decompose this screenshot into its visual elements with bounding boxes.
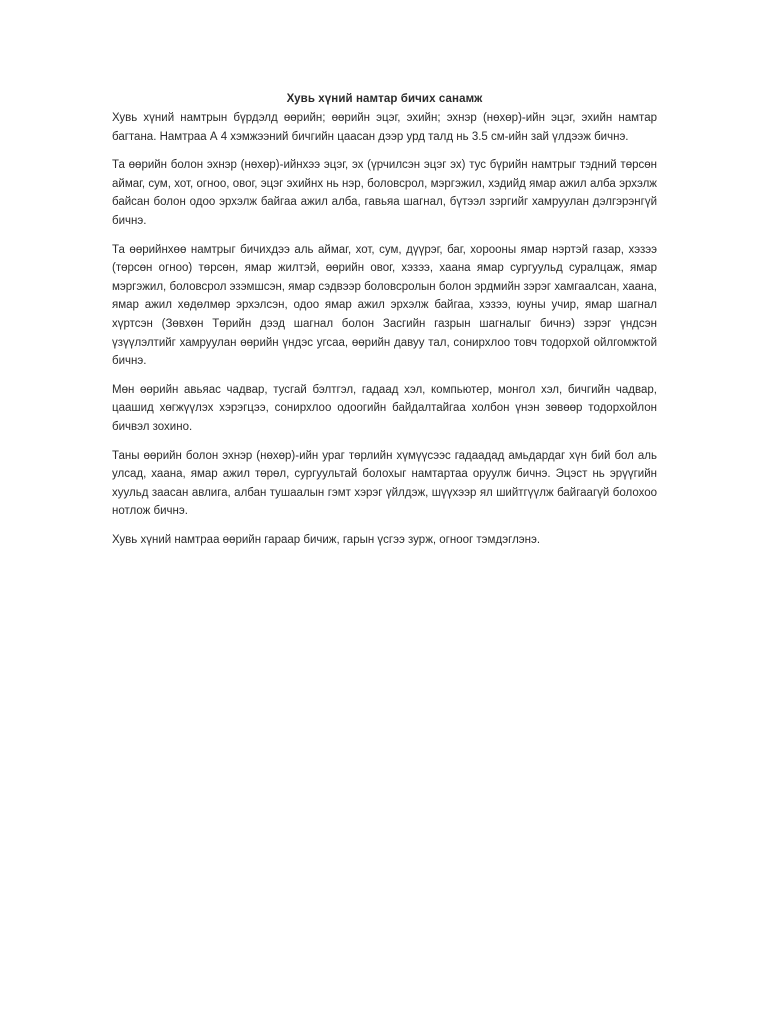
document-title: Хувь хүний намтар бичих санамж xyxy=(286,93,483,105)
paragraph-5: Таны өөрийн болон эхнэр (нөхөр)-ийн ураг төрлийн хүмүүсээс гадаадад амьдардаг хүн бий бол аль улсад, хаана, ямар ажил төрөл, сургуультай болохыг намтартаа оруулж бичнэ. Эцэст нь эрүүгийн хуульд заасан авлига, албан тушаалын гэмт хэрэг үйлдэж, шүүхээр ял шийтгүүлж байгаагүй болохоо нотлож бичнэ. xyxy=(112,449,657,518)
paragraph-1: Хувь хүний намтрын бүрдэлд өөрийн; өөрийн эцэг, эхийн; эхнэр (нөхөр)-ийн эцэг, эхийн намтар багтана. Намтраа А 4 хэмжээний бичгийн цаасан дээр урд талд нь 3.5 см-ийн зай үлдээж бичнэ. xyxy=(112,112,657,143)
paragraph-3: Та өөрийнхөө намтрыг бичихдээ аль аймаг, хот, сум, дүүрэг, баг, хорооны ямар нэртэй газар, хэзээ (төрсөн огноо) төрсөн, ямар жилтэй, өөрийн овог, хэзээ, хаана ямар сургуульд суралцаж, ямар мэргэжил, боловсрол эзэмшсэн, ямар сэдвээр боловсролын болон эрдмийн зэрэг хамгаалсан, хаана, ямар ажил хөдөлмөр эрхэлсэн, одоо ямар ажил эрхэлж байгаа, хэзээ, юуны учир, ямар шагнал хүртсэн (Зөвхөн Төрийн дээд шагнал болон Засгийн газрын шагналыг бичнэ) зэрэг үндсэн үзүүлэлтийг хамруулан өөрийн үндэс угсаа, өөрийн давуу тал, сонирхлоо товч тодорхой ойлгомжтой бичнэ. xyxy=(112,243,657,368)
paragraph-6: Хувь хүний намтраа өөрийн гараар бичиж, гарын үсгээ зурж, огноог тэмдэглэнэ. xyxy=(112,533,541,546)
paragraph-2: Та өөрийн болон эхнэр (нөхөр)-ийнхээ эцэг, эх (үрчилсэн эцэг эх) тус бүрийн намтрыг тэдний төрсөн аймаг, сум, хот, огноо, овог, эцэг эхийнх нь нэр, боловсрол, мэргэжил, хэдийд ямар ажил алба эрхэлж байсан болон одоо эрхэлж байгаа ажил алба, гавьяа шагнал, бүтээл зэргийг хамруулан дэлгэрэнгүй бичнэ. xyxy=(112,159,657,227)
paragraph-4: Мөн өөрийн авьяас чадвар, тусгай бэлтгэл, гадаад хэл, компьютер, монгол хэл, бичгийн чадвар, цаашид хөгжүүлэх хэрэгцээ, сонирхлоо одоогийн байдалтайгаа холбон үнэн зөвөөр тодорхойлон бичвэл зохино. xyxy=(112,383,657,433)
document-page xyxy=(112,91,657,559)
